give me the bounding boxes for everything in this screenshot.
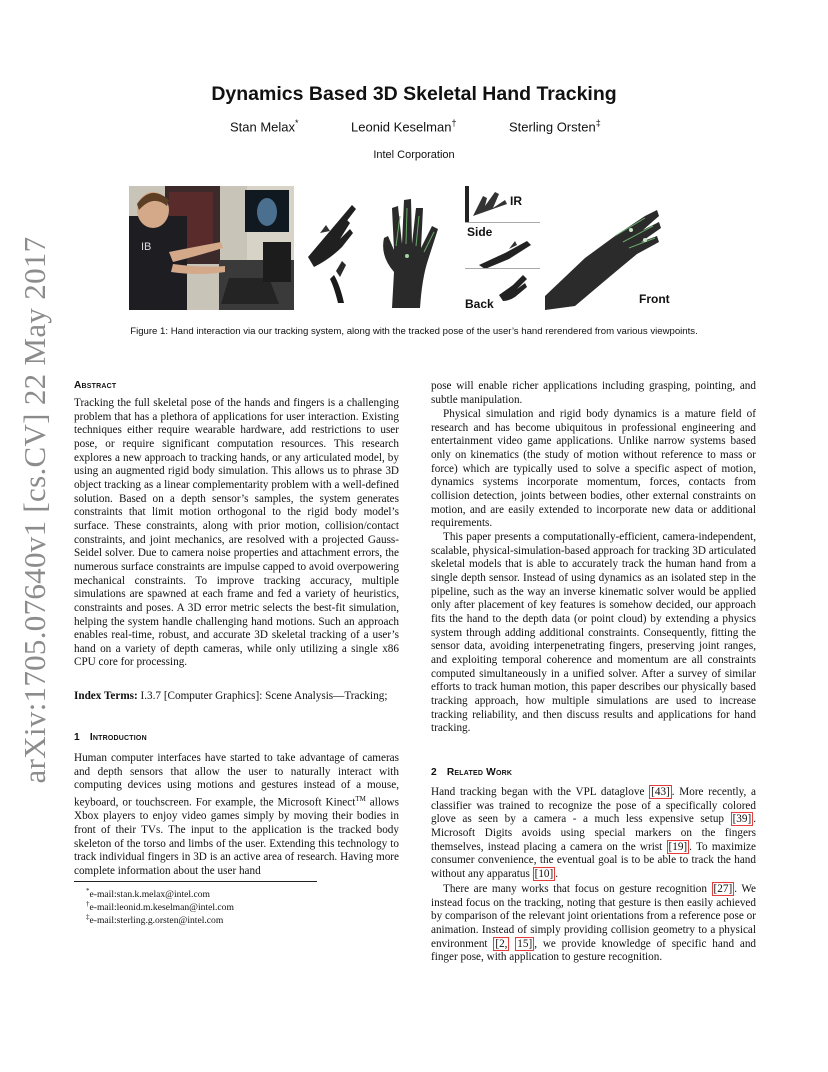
author-3: Sterling Orsten‡	[509, 118, 601, 135]
arxiv-id: arXiv:1705.07640v1 [cs.CV] 22 May 2017	[17, 236, 52, 784]
figure-label-ir: IR	[510, 194, 522, 208]
figure-front-panel	[545, 196, 700, 310]
intro-heading: 1 Introduction	[74, 732, 147, 743]
citation-link[interactable]: [10]	[534, 867, 554, 880]
abstract-text: Tracking the full skeletal pose of the hands and fingers is a challenging problem that has a plethora of applications for user interaction. Existing techniques either require wearable hardware, add restrictions to user pose, or require significant computation resources. This research explores a new approach to tracking hands, or any articulated model, by using an augmented rigid body simulation. This allows us to phrase 3D object tracking as a linear complementarity problem with a well-defined solution. Based on a depth sensor’s samples, the system generates constraints that limit motion orthogonal to the rigid body model’s surface. These constraints, along with prior motion, collision/contact constraints, and joint mechanics, are resolved with a projected Gauss-Seidel solver. Due to camera noise properties and attachment errors, the numerous surface constraints are impulse capped to avoid overpowering mechanical constraints. To improve tracking accuracy, multiple simulations are spawned at each frame and fed a variety of heuristics, constraints and poses. A 3D error metric selects the best-fit simulation, helping the system handle challenging hand motions. Such an approach enables real-time, robust, and accurate 3D skeletal tracking of a user’s hand on a variety of depth cameras, while only utilizing a single x86 CPU core for processing.	[74, 397, 399, 669]
abstract-heading: Abstract	[74, 380, 117, 391]
paper-title: Dynamics Based 3D Skeletal Hand Tracking	[211, 83, 617, 105]
figure-photo-user	[129, 186, 294, 310]
figure-caption: Figure 1: Hand interaction via our tracking system, along with the tracked pose of the user’s hand rerendered from various viewpoints.	[130, 326, 698, 337]
figure-side-panel	[465, 222, 540, 268]
footnote-1: *e-mail:stan.k.melax@intel.com	[86, 887, 210, 901]
svg-text:IB: IB	[141, 241, 152, 253]
footnote-rule	[74, 881, 317, 882]
intro-continued-p2: Physical simulation and rigid body dynamics is a mature field of research and has become ubiquitous in professional engineering and entertainment video game applications. Unlike narrow systems based only on kinematics (the study of motion without reference to mass or force) which are typically used to solve a specific aspect of motion, dynamics systems incorporate momentum, forces, contacts from collision detection, joints between bodies, other external constraints on motion, and are easily extended to incorporate new data or additional requirements.	[431, 408, 756, 530]
intro-continued-p3: This paper presents a computationally-efficient, camera-independent, scalable, physical-simulation-based approach for tracking 3D articulated skeletal models that is able to accurately track the human hand from a single depth sensor. Instead of using dynamics as an isolated step in the pipeline, such as the way an inverse kinematic solver would be applied only after placement of key features is somehow decided, our approach fits the hand to the depth data (or point cloud) by extending a physics system through adding additional constraints. Consequently, fitting the sensor data, avoiding interpenetrating fingers, preserving joint ranges, and exploiting temporal coherence and momentum are all constraints computed simultaneously in a unified solver. After a survey of similar efforts to track human motion, this paper describes our physically based tracking approach, how multiple simulations are used to increase tracking reliability, and then discuss results and applications for hand tracking.	[431, 531, 756, 735]
author-2: Leonid Keselman†	[351, 118, 457, 135]
footnote-2: †e-mail:leonid.m.keselman@intel.com	[86, 900, 234, 914]
citation-link[interactable]: [2,	[495, 937, 508, 950]
figure-ir-panel	[465, 186, 540, 222]
figure-label-side: Side	[467, 225, 493, 239]
related-work-heading: 2 Related Work	[431, 767, 513, 778]
index-terms-label: Index Terms:	[74, 690, 138, 702]
footnote-3: ‡e-mail:sterling.g.orsten@intel.com	[86, 913, 224, 927]
figure-back-panel	[465, 268, 540, 310]
figure-hand-render-2	[366, 186, 461, 310]
citation-link[interactable]: 15]	[517, 937, 533, 950]
figure-hand-render-1	[300, 195, 362, 310]
related-work-p2: There are many works that focus on gesture recognition [27] . We instead focus on the tracking, noting that gesture is then easily achieved by comparison of the relevant joint orientations from a reference pose or animation. Instead of simply providing collision geometry to a physical environment [2, 15] , we provide knowledge of specific hand and finger pose, with application to gesture recognition.	[431, 883, 757, 964]
citation-link[interactable]: [27]	[713, 883, 733, 895]
index-terms-text: I.3.7 [Computer Graphics]: Scene Analysis—Tracking;	[140, 690, 388, 702]
citation-link[interactable]: [39]	[732, 813, 752, 826]
citation-link[interactable]: [19]	[668, 840, 688, 853]
author-1: Stan Melax*	[230, 118, 299, 135]
arxiv-stamp	[15, 236, 55, 784]
index-terms	[74, 690, 399, 704]
figure-label-back: Back	[465, 297, 494, 310]
related-work-p1: Hand tracking began with the VPL dataglove [43] . More recently, a classifier was trained to recognize the pose of a specifically colored glove as seen by a camera - a much less expensive setup [39] . Microsoft Digits avoids using special markers on the fingers themselves, instead placing a camera on the wrist [19] . To maximize consumer convenience, the eventual goal is to be able to track the hand without any apparatus [10] .	[431, 786, 756, 880]
intro-text: Human computer interfaces have started to take advantage of cameras and depth sensors that allow the user to naturally interact with computing devices using motions and gestures instead of a mouse, keyboard, or touchscreen. For example, the Microsoft Kinect™ allows Xbox players to enjoy video games simply by moving their bodies in front of their TVs. The input to the application is the tracked body skeleton of the torso and limbs of the user. Extending this technology to track individual fingers in 3D is an active area of research. Having more complete information about the user hand	[74, 752, 399, 877]
intro-continued-p1: pose will enable richer applications including grasping, pointing, and subtle manipulation.	[431, 380, 756, 406]
affiliation: Intel Corporation	[373, 149, 455, 161]
citation-link[interactable]: [43]	[651, 786, 670, 798]
figure-label-front: Front	[639, 292, 670, 306]
